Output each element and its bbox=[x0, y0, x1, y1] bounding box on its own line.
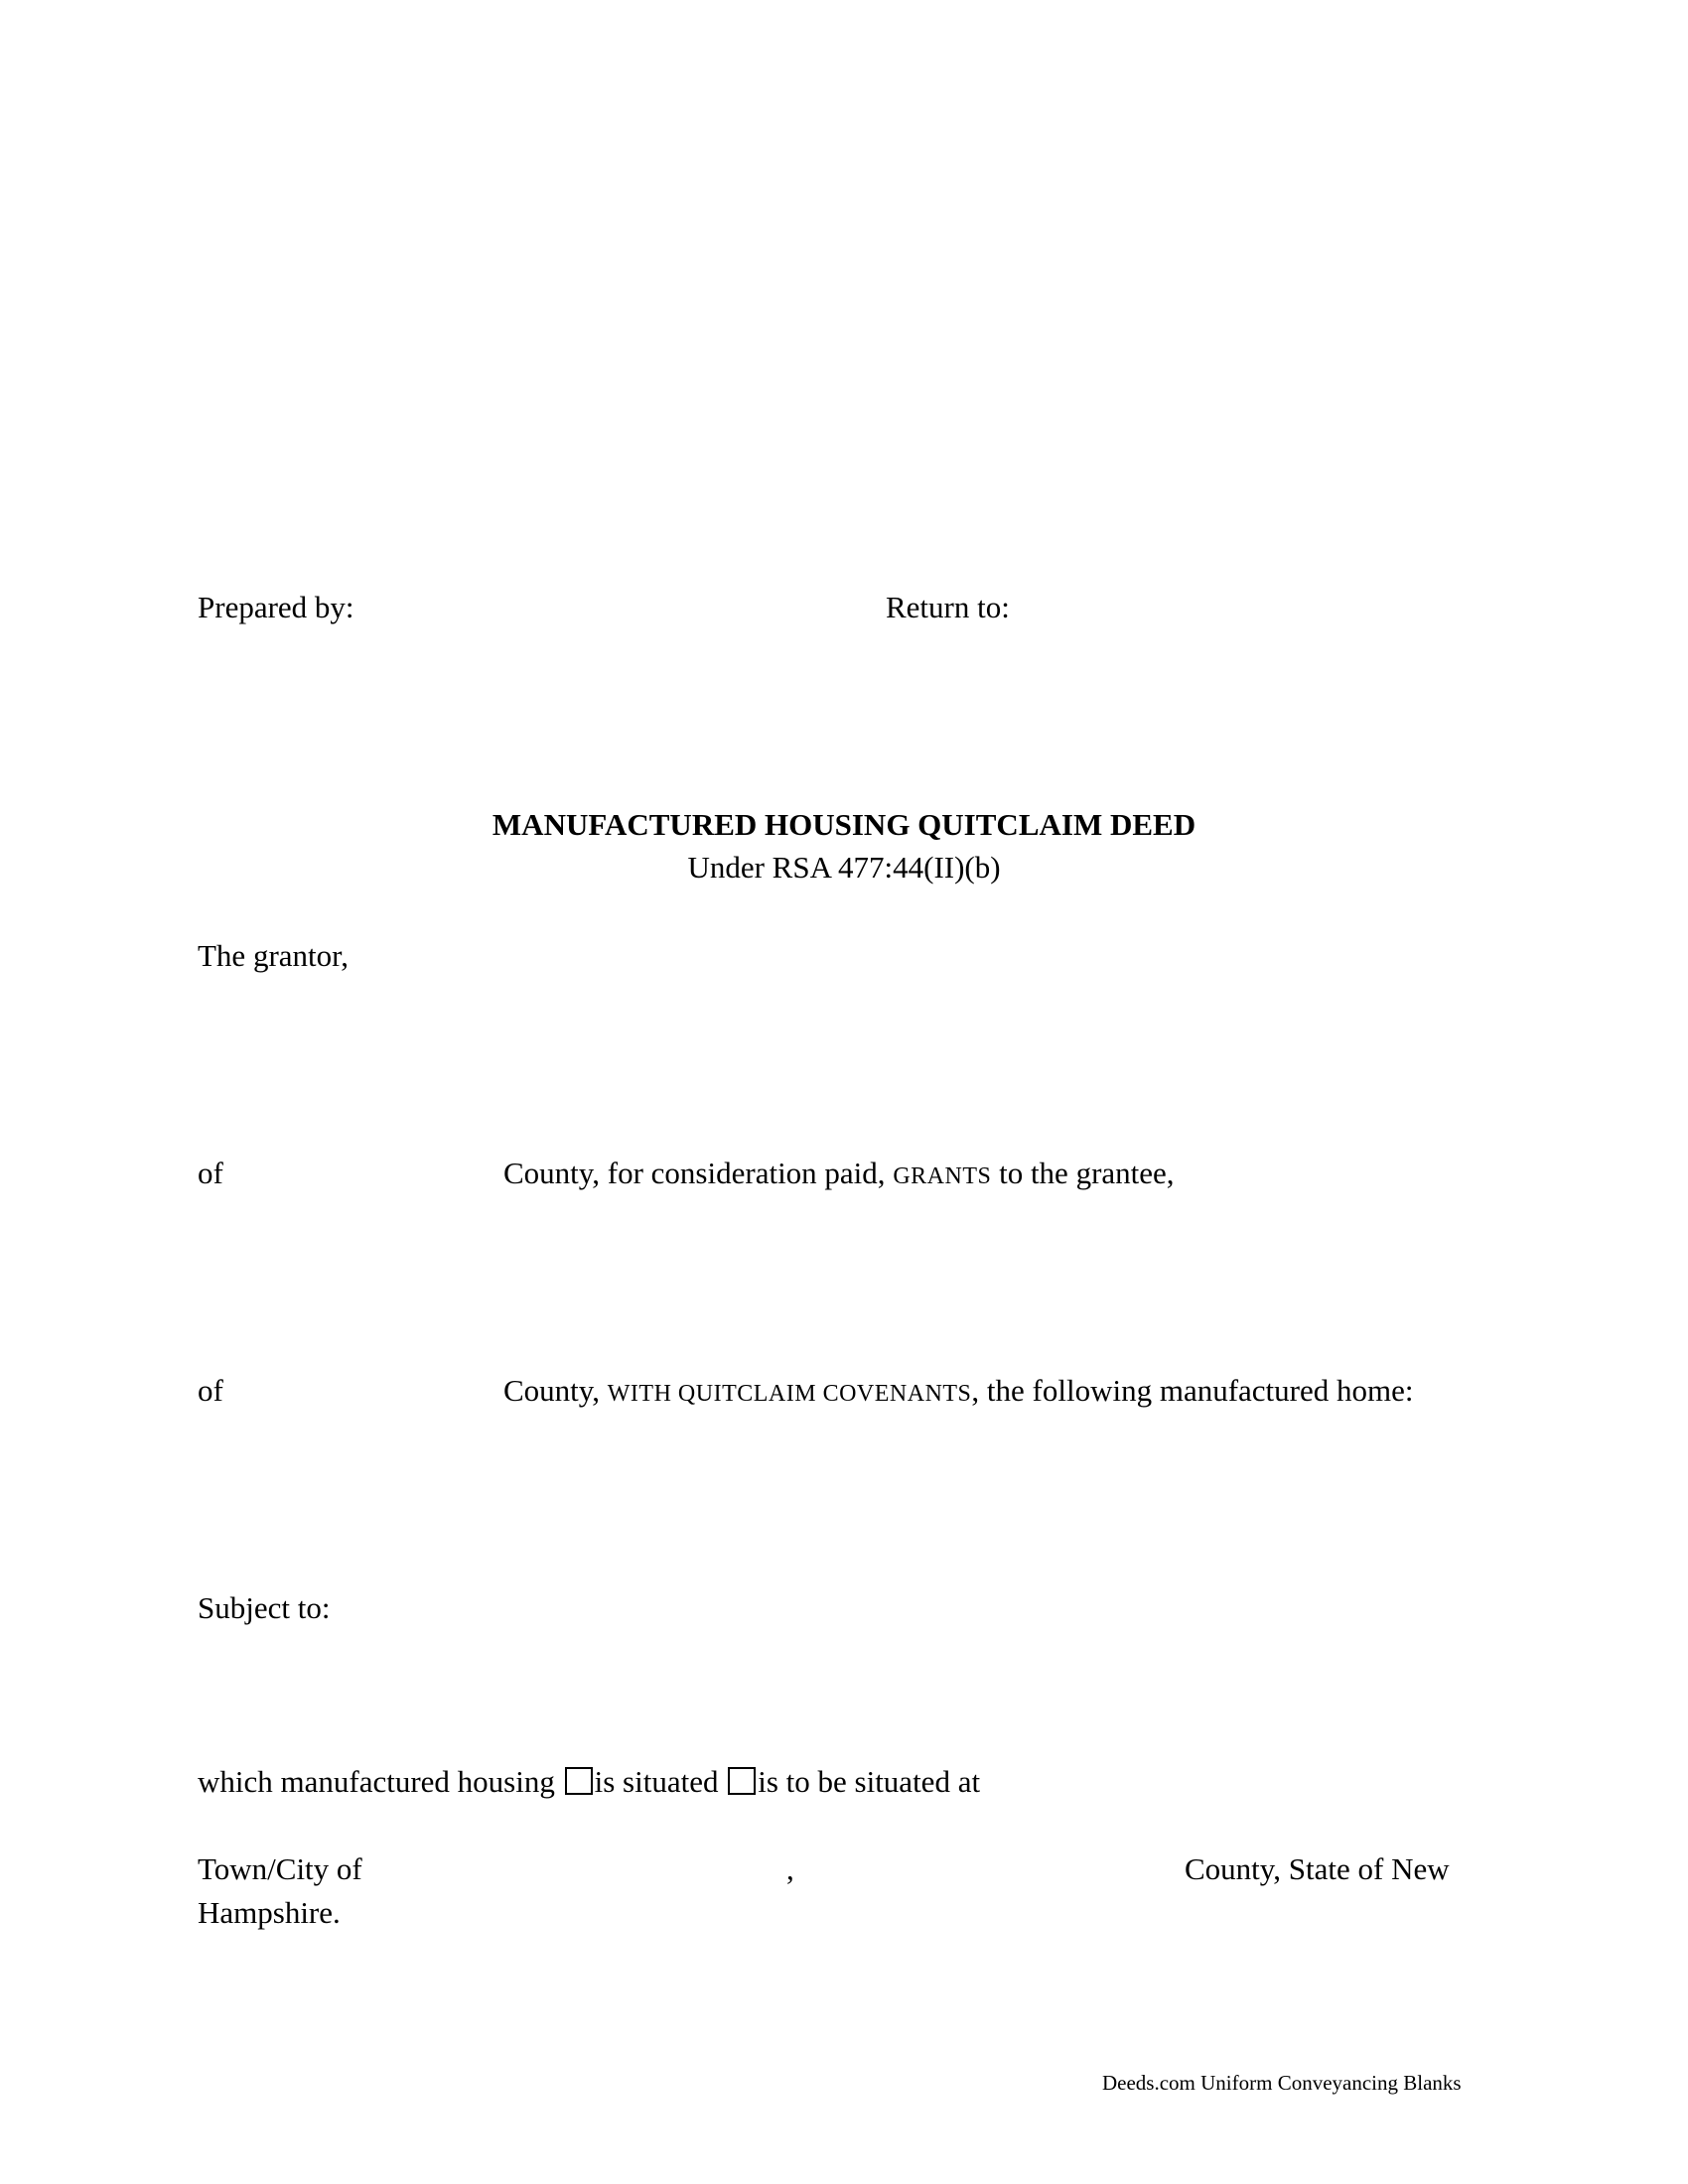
is-situated-label: is situated bbox=[594, 1764, 719, 1799]
county-state-label: County, State of New bbox=[1185, 1851, 1450, 1886]
grant-rest-text: to the grantee, bbox=[999, 1156, 1175, 1190]
town-city-label: Town/City of bbox=[198, 1851, 362, 1886]
covenant-line-of: of bbox=[198, 1373, 223, 1408]
grant-line-of: of bbox=[198, 1156, 223, 1190]
grant-line-text bbox=[503, 1155, 1175, 1191]
covenant-line-text bbox=[503, 1372, 1413, 1409]
grant-county-text: County, for consideration paid, bbox=[503, 1156, 886, 1190]
document-title: MANUFACTURED HOUSING QUITCLAIM DEED bbox=[492, 807, 1196, 842]
situation-line bbox=[198, 1763, 980, 1800]
covenant-rest-text: , the following manufactured home: bbox=[971, 1373, 1414, 1408]
return-to-label: Return to: bbox=[886, 590, 1010, 624]
prepared-by-label: Prepared by: bbox=[198, 590, 354, 624]
subject-to-label: Subject to: bbox=[198, 1590, 331, 1625]
to-be-situated-label: is to be situated at bbox=[758, 1764, 981, 1799]
covenant-county-text: County, bbox=[503, 1373, 601, 1408]
situation-lead-text: which manufactured housing bbox=[198, 1764, 555, 1799]
location-comma: , bbox=[786, 1851, 794, 1886]
is-situated-checkbox[interactable] bbox=[565, 1767, 593, 1795]
state-continuation: Hampshire. bbox=[198, 1895, 341, 1930]
footer-credit: Deeds.com Uniform Conveyancing Blanks bbox=[1102, 2071, 1462, 2095]
grantor-intro: The grantor, bbox=[198, 938, 349, 973]
to-be-situated-checkbox[interactable] bbox=[728, 1767, 756, 1795]
grants-keyword: GRANTS bbox=[893, 1163, 992, 1189]
covenants-keyword: WITH QUITCLAIM COVENANTS bbox=[607, 1381, 972, 1407]
document-subtitle: Under RSA 477:44(II)(b) bbox=[687, 850, 1001, 885]
